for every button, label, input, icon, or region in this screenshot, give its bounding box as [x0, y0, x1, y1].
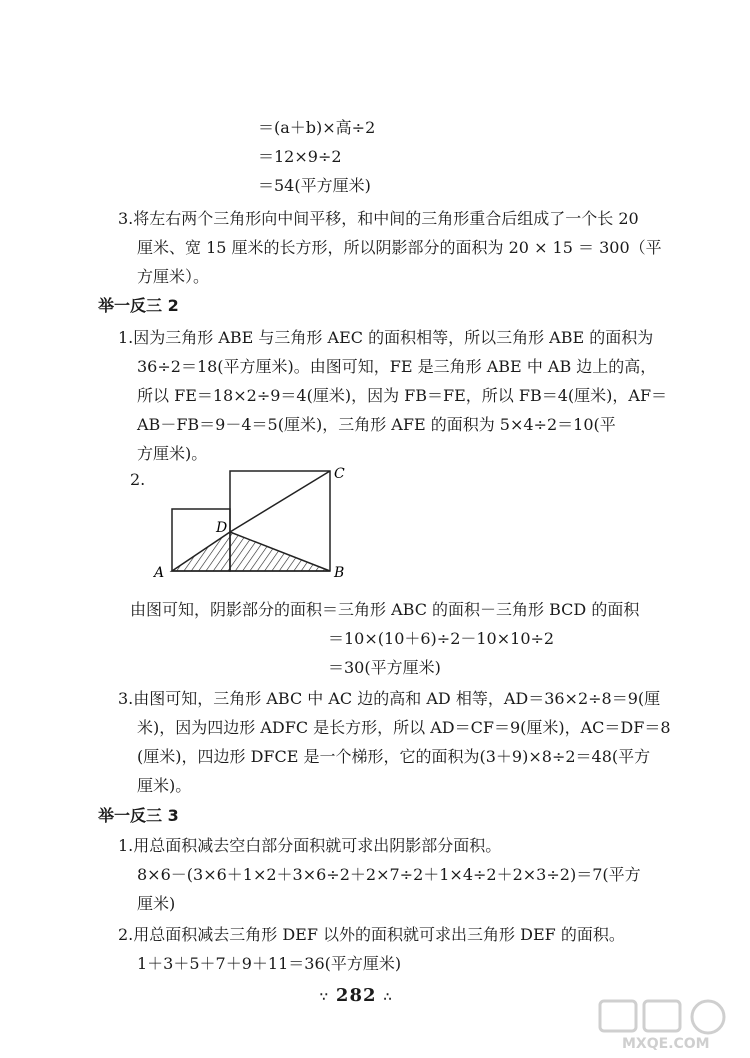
- watermark-text: MXQE.COM: [622, 1036, 710, 1052]
- formula-line-1: ＝(a＋b)×高÷2: [258, 118, 376, 137]
- dots-left-icon: ∵: [320, 990, 329, 1004]
- s3-p1-unit: 厘米): [137, 894, 176, 913]
- s2-p1-line4: AB－FB＝9－4＝5(厘米)，三角形 AFE 的面积为 5×4÷2＝10(平: [137, 415, 616, 434]
- watermark-logo: [592, 997, 742, 1052]
- s2-p3-line1: 3.由图可知，三角形 ABC 中 AC 边的高和 AD 相等，AD＝36×2÷8＝9(厘: [118, 689, 661, 708]
- s2-p2-line2: ＝10×(10＋6)÷2－10×10÷2: [328, 629, 555, 648]
- s2-p2-line1: 由图可知，阴影部分的面积＝三角形 ABC 的面积－三角形 BCD 的面积: [130, 600, 640, 619]
- page-number-text: 282: [335, 985, 377, 1006]
- s2-p1-line2: 36÷2＝18(平方厘米)。由图可知，FE 是三角形 ABE 中 AB 边上的高，: [137, 357, 657, 376]
- s2-p2-line3: ＝30(平方厘米): [328, 658, 441, 677]
- item3a-line3: 方厘米）。: [137, 267, 210, 286]
- label-d: D: [216, 520, 228, 536]
- formula-line-3: ＝54(平方厘米): [258, 176, 371, 195]
- item3a-line2: 厘米、宽 15 厘米的长方形，所以阴影部分的面积为 20 × 15 ＝ 300（平: [137, 238, 662, 257]
- s3-p1-formula: 8×6－(3×6＋1×2＋3×6÷2＋2×7÷2＋1×4÷2＋2×3÷2)＝7(平方: [137, 865, 641, 884]
- page-number: [320, 985, 392, 1006]
- s2-p1-line1: 1.因为三角形 ABE 与三角形 AEC 的面积相等，所以三角形 ABE 的面积为: [118, 328, 654, 347]
- s2-p3-line4: 厘米)。: [137, 776, 192, 795]
- s3-p2-intro: 2.用总面积减去三角形 DEF 以外的面积就可求出三角形 DEF 的面积。: [118, 925, 625, 944]
- s2-p1-line3: 所以 FE＝18×2÷9＝4(厘米)，因为 FB＝FE，所以 FB＝4(厘米)，AF＝: [137, 386, 668, 405]
- label-a: A: [154, 565, 165, 581]
- formula-line-2: ＝12×9÷2: [258, 147, 342, 166]
- item3a-line1: 3.将左右两个三角形向中间平移，和中间的三角形重合后组成了一个长 20: [118, 209, 639, 228]
- s2-p3-line2: 米)，因为四边形 ADFC 是长方形，所以 AD＝CF＝9(厘米)，AC＝DF＝8: [137, 718, 671, 737]
- s2-p1-line5: 方厘米)。: [137, 444, 208, 463]
- s3-p2-formula: 1＋3＋5＋7＋9＋11＝36(平方厘米): [137, 954, 402, 973]
- geometry-figure: [150, 462, 370, 582]
- shaded-triangle: [172, 532, 330, 571]
- s3-p1-intro: 1.用总面积减去空白部分面积就可求出阴影部分面积。: [118, 836, 502, 855]
- line-dc: [230, 471, 330, 532]
- s2-p3-line3: (厘米)，四边形 DFCE 是一个梯形，它的面积为(3＋9)×8÷2＝48(平方: [137, 747, 651, 766]
- label-c: C: [334, 466, 345, 482]
- section-heading-3: 举一反三 3: [98, 806, 179, 825]
- dots-right-icon: ∴: [383, 990, 393, 1004]
- s2-p2-label: 2.: [130, 470, 146, 489]
- section-heading-2: 举一反三 2: [98, 296, 179, 315]
- label-b: B: [334, 565, 345, 581]
